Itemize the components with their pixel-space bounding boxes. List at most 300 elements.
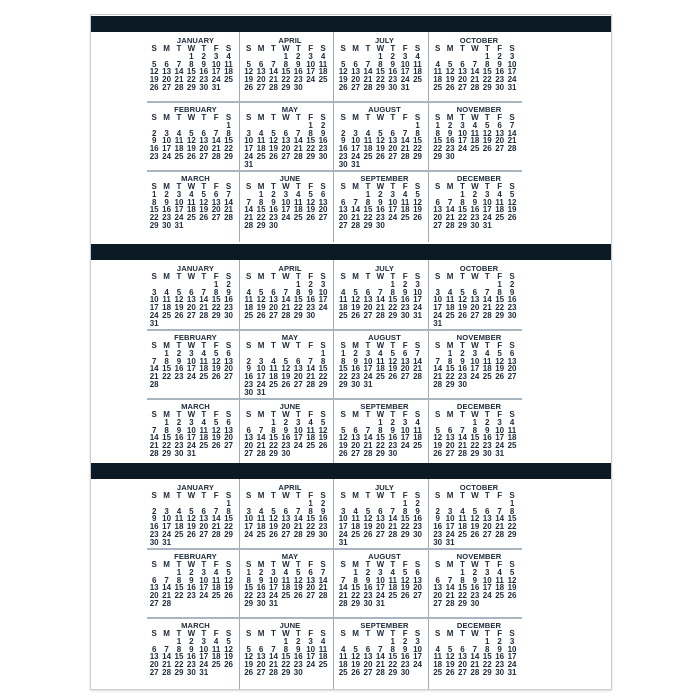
day-number: 21 <box>293 522 303 532</box>
day-number: 19 <box>338 441 348 451</box>
day-number: 21 <box>174 75 184 85</box>
day-number: 5 <box>390 348 395 358</box>
day-number: 19 <box>186 522 196 532</box>
day-number: 13 <box>388 136 398 146</box>
day-number: 5 <box>460 287 465 297</box>
day-number: 8 <box>151 197 157 207</box>
day-number: 3 <box>246 128 251 138</box>
day-number: 13 <box>351 433 361 443</box>
day-grid <box>243 183 334 230</box>
weekday-label: M <box>163 182 170 191</box>
day-number: 2 <box>226 279 231 289</box>
day-number: 25 <box>375 372 385 382</box>
day-number: 27 <box>482 529 492 539</box>
day-number: 21 <box>470 660 480 670</box>
day-number: 23 <box>318 522 328 532</box>
weekday-label: S <box>435 491 441 500</box>
day-number: 24 <box>318 303 328 313</box>
day-number: 15 <box>256 205 266 215</box>
day-number: 18 <box>400 205 410 215</box>
day-number: 17 <box>281 205 291 215</box>
day-number: 17 <box>363 364 373 374</box>
day-grid <box>432 342 523 389</box>
day-number: 14 <box>211 514 221 524</box>
weekday-label: F <box>308 410 314 419</box>
day-number: 15 <box>458 205 467 215</box>
day-number: 6 <box>460 59 465 69</box>
weekday-label: W <box>376 113 385 122</box>
day-number: 8 <box>497 287 502 297</box>
day-number: 18 <box>351 522 361 532</box>
day-number: 28 <box>495 529 505 539</box>
day-number: 23 <box>293 660 303 670</box>
day-number: 2 <box>472 189 478 199</box>
day-number: 28 <box>482 310 492 320</box>
day-number: 22 <box>306 144 316 154</box>
weekday-label: W <box>471 629 479 638</box>
day-number: 24 <box>507 75 517 85</box>
weekday-label: F <box>402 272 408 281</box>
day-number: 2 <box>472 567 478 577</box>
month-title: AUGUST <box>368 105 401 114</box>
month-title: MARCH <box>181 402 210 411</box>
day-number: 15 <box>224 514 233 524</box>
day-number: 15 <box>400 514 410 524</box>
day-number: 7 <box>164 575 169 585</box>
year-calendar <box>91 16 611 244</box>
weekday-label: W <box>376 491 385 500</box>
day-number: 20 <box>507 364 517 374</box>
day-number: 24 <box>400 441 410 451</box>
day-number: 11 <box>458 514 467 524</box>
day-number: 7 <box>509 120 515 130</box>
day-number: 2 <box>402 636 408 646</box>
day-number: 14 <box>375 652 385 662</box>
day-number: 8 <box>176 644 182 654</box>
day-number: 3 <box>164 128 169 138</box>
weekday-label: S <box>509 272 515 281</box>
day-number: 12 <box>174 295 184 305</box>
day-number: 19 <box>388 364 398 374</box>
day-number: 2 <box>271 189 276 199</box>
weekday-label: W <box>282 491 290 500</box>
day-number: 16 <box>318 136 328 146</box>
day-number: 6 <box>447 425 453 435</box>
day-number: 7 <box>308 356 313 366</box>
day-number: 24 <box>363 372 373 382</box>
weekday-label: W <box>376 560 385 569</box>
day-number: 24 <box>495 441 505 451</box>
weekday-label: T <box>390 560 396 569</box>
weekday-label: W <box>282 113 290 122</box>
weekday-label: S <box>151 629 157 638</box>
day-number: 3 <box>402 51 408 61</box>
day-number: 5 <box>283 356 289 366</box>
day-number: 18 <box>256 144 266 154</box>
day-number: 10 <box>174 197 184 207</box>
day-number: 23 <box>224 303 233 313</box>
day-number: 16 <box>413 514 422 524</box>
weekday-label: T <box>176 44 182 53</box>
month-march <box>146 398 239 467</box>
day-number: 31 <box>495 448 505 458</box>
day-number: 1 <box>378 51 383 61</box>
month-title: AUGUST <box>368 333 401 342</box>
day-number: 1 <box>402 498 408 508</box>
day-number: 17 <box>293 433 303 443</box>
weekday-label: F <box>402 629 408 638</box>
day-number: 29 <box>318 379 328 389</box>
day-number: 4 <box>320 51 326 61</box>
day-number: 20 <box>445 441 455 451</box>
day-number: 11 <box>174 136 184 146</box>
day-number: 21 <box>211 522 221 532</box>
day-number: 14 <box>445 583 455 593</box>
day-number: 25 <box>306 441 316 451</box>
day-number: 26 <box>149 82 159 92</box>
weekday-label: T <box>365 491 371 500</box>
day-number: 16 <box>269 205 278 215</box>
day-number: 13 <box>470 295 480 305</box>
day-number: 1 <box>283 636 289 646</box>
day-number: 19 <box>281 372 291 382</box>
weekday-label: M <box>257 410 265 419</box>
day-number: 3 <box>151 287 157 297</box>
day-number: 20 <box>363 303 373 313</box>
weekday-label: W <box>187 182 196 191</box>
day-number: 21 <box>363 441 373 451</box>
day-number: 12 <box>338 433 348 443</box>
day-number: 23 <box>445 144 455 154</box>
day-number: 14 <box>211 136 221 146</box>
day-number: 30 <box>281 448 291 458</box>
day-number: 5 <box>497 348 502 358</box>
day-number: 18 <box>507 433 517 443</box>
weekday-label: S <box>340 272 346 281</box>
weekday-label: S <box>509 491 515 500</box>
day-grid <box>148 273 239 328</box>
day-number: 27 <box>363 667 373 677</box>
weekday-label: T <box>271 341 276 350</box>
day-number: 24 <box>244 151 254 161</box>
month-january <box>146 479 239 548</box>
day-number: 13 <box>363 652 373 662</box>
weekday-label: S <box>225 272 232 281</box>
day-number: 13 <box>244 433 254 443</box>
month-august <box>335 329 428 398</box>
day-number: 18 <box>495 205 505 215</box>
day-number: 11 <box>338 652 348 662</box>
weekday-label: F <box>402 113 408 122</box>
month-january <box>146 32 239 101</box>
day-number: 24 <box>433 310 443 320</box>
day-number: 31 <box>507 82 517 92</box>
day-number: 11 <box>433 67 442 77</box>
weekday-label: S <box>246 341 252 350</box>
day-number: 16 <box>400 652 410 662</box>
day-number: 27 <box>363 310 373 320</box>
day-number: 18 <box>174 144 184 154</box>
weekday-label: F <box>497 44 503 53</box>
day-number: 3 <box>390 189 395 199</box>
day-number: 23 <box>413 522 422 532</box>
day-number: 21 <box>400 144 410 154</box>
day-number: 28 <box>256 448 266 458</box>
day-number: 3 <box>509 51 515 61</box>
day-number: 9 <box>402 644 408 654</box>
day-number: 12 <box>281 364 291 374</box>
weekday-label: M <box>352 182 359 191</box>
day-grid <box>243 342 334 397</box>
day-number: 13 <box>281 136 291 146</box>
weekday-label: S <box>320 182 326 191</box>
weekday-label: T <box>295 44 301 53</box>
day-number: 4 <box>246 287 251 297</box>
day-number: 28 <box>363 448 373 458</box>
weekday-label: T <box>484 272 490 281</box>
month-title: NOVEMBER <box>456 552 502 561</box>
day-number: 27 <box>211 213 221 223</box>
day-number: 28 <box>338 598 348 608</box>
weekday-label: S <box>225 113 232 122</box>
day-number: 11 <box>306 425 315 435</box>
day-number: 29 <box>224 151 233 161</box>
day-number: 25 <box>318 75 328 85</box>
day-number: 8 <box>226 506 231 516</box>
day-number: 14 <box>351 205 361 215</box>
day-number: 19 <box>445 660 455 670</box>
weekday-label: W <box>376 410 385 419</box>
day-number: 25 <box>388 591 398 601</box>
day-number: 9 <box>365 575 371 585</box>
day-number: 14 <box>338 583 348 593</box>
day-number: 28 <box>162 667 172 677</box>
day-number: 17 <box>256 372 266 382</box>
month-april <box>241 479 334 548</box>
day-number: 24 <box>211 75 221 85</box>
day-number: 17 <box>445 522 455 532</box>
weekday-label: T <box>390 272 396 281</box>
day-number: 8 <box>308 506 313 516</box>
day-number: 26 <box>186 529 196 539</box>
day-number: 8 <box>378 59 383 69</box>
weekday-label: S <box>320 272 326 281</box>
day-number: 2 <box>176 348 182 358</box>
day-number: 31 <box>375 598 385 608</box>
months-grid <box>147 32 522 242</box>
day-number: 2 <box>201 51 206 61</box>
day-grid <box>243 45 334 92</box>
day-number: 22 <box>269 441 278 451</box>
day-number: 29 <box>482 82 492 92</box>
day-number: 16 <box>470 583 480 593</box>
day-number: 17 <box>413 295 422 305</box>
day-number: 18 <box>162 303 172 313</box>
day-number: 30 <box>445 151 455 161</box>
day-grid <box>148 630 239 677</box>
day-number: 10 <box>306 644 316 654</box>
day-number: 28 <box>413 372 422 382</box>
day-number: 3 <box>201 636 206 646</box>
day-number: 2 <box>189 636 194 646</box>
day-number: 9 <box>497 59 502 69</box>
month-title: APRIL <box>278 36 302 45</box>
weekday-label: S <box>414 113 421 122</box>
day-number: 21 <box>293 144 303 154</box>
day-number: 18 <box>224 67 233 77</box>
day-number: 14 <box>256 433 266 443</box>
weekday-label: F <box>213 629 219 638</box>
day-grid <box>148 342 239 389</box>
day-number: 7 <box>151 425 157 435</box>
day-number: 20 <box>351 75 361 85</box>
month-september <box>335 398 428 467</box>
day-number: 25 <box>482 372 492 382</box>
weekday-label: S <box>151 341 157 350</box>
day-number: 22 <box>162 372 172 382</box>
day-number: 9 <box>509 287 515 297</box>
weekday-label: T <box>295 272 301 281</box>
weekday-label: S <box>435 113 441 122</box>
day-number: 26 <box>445 82 455 92</box>
day-number: 24 <box>482 591 492 601</box>
month-title: OCTOBER <box>459 36 499 45</box>
day-number: 22 <box>174 660 184 670</box>
day-number: 15 <box>482 652 492 662</box>
day-number: 16 <box>174 364 184 374</box>
day-number: 27 <box>375 529 385 539</box>
day-number: 15 <box>375 433 385 443</box>
day-number: 9 <box>226 287 231 297</box>
day-number: 30 <box>149 537 159 547</box>
day-number: 4 <box>390 567 395 577</box>
day-number: 16 <box>363 583 373 593</box>
day-number: 2 <box>320 120 326 130</box>
month-october <box>430 260 523 329</box>
day-number: 20 <box>388 144 398 154</box>
day-number: 23 <box>470 213 480 223</box>
month-june <box>241 398 334 467</box>
day-number: 2 <box>509 279 515 289</box>
day-number: 4 <box>460 506 465 516</box>
weekday-label: S <box>414 182 421 191</box>
day-number: 9 <box>308 287 313 297</box>
day-number: 14 <box>507 128 517 138</box>
day-number: 7 <box>213 506 219 516</box>
weekday-label: F <box>402 341 408 350</box>
weekday-label: F <box>213 44 219 53</box>
day-number: 12 <box>211 356 221 366</box>
month-title: APRIL <box>278 483 302 492</box>
day-number: 22 <box>433 144 443 154</box>
day-number: 1 <box>271 417 276 427</box>
weekday-label: S <box>246 491 252 500</box>
weekday-label: T <box>390 182 396 191</box>
day-number: 8 <box>353 575 358 585</box>
day-number: 5 <box>509 189 515 199</box>
day-number: 7 <box>213 128 219 138</box>
day-number: 11 <box>256 136 266 146</box>
day-number: 8 <box>365 197 371 207</box>
day-number: 3 <box>308 51 313 61</box>
weekday-label: W <box>187 560 196 569</box>
day-number: 10 <box>400 425 410 435</box>
weekday-label: W <box>187 491 196 500</box>
day-number: 1 <box>296 279 301 289</box>
day-number: 12 <box>413 197 422 207</box>
day-number: 20 <box>433 591 443 601</box>
weekday-label: F <box>308 341 314 350</box>
day-number: 2 <box>340 128 346 138</box>
day-number: 26 <box>224 660 233 670</box>
day-number: 22 <box>256 213 266 223</box>
day-number: 11 <box>294 197 303 207</box>
day-number: 11 <box>162 295 171 305</box>
day-number: 26 <box>400 591 410 601</box>
day-number: 10 <box>256 364 266 374</box>
day-number: 20 <box>224 364 233 374</box>
weekday-label: W <box>187 113 196 122</box>
day-number: 8 <box>447 356 453 366</box>
day-number: 30 <box>470 598 480 608</box>
day-number: 23 <box>470 591 480 601</box>
month-title: JANUARY <box>176 264 215 273</box>
day-number: 31 <box>174 220 184 230</box>
weekday-label: W <box>471 113 479 122</box>
day-number: 7 <box>365 59 371 69</box>
day-number: 8 <box>296 287 301 297</box>
weekday-label: T <box>201 560 207 569</box>
day-number: 15 <box>293 295 303 305</box>
day-number: 14 <box>363 433 373 443</box>
day-number: 22 <box>149 213 159 223</box>
day-number: 16 <box>388 433 398 443</box>
day-number: 10 <box>363 356 373 366</box>
day-number: 18 <box>306 433 316 443</box>
day-number: 20 <box>318 205 328 215</box>
day-number: 29 <box>413 151 422 161</box>
day-number: 30 <box>400 667 410 677</box>
day-number: 27 <box>186 310 196 320</box>
day-number: 25 <box>162 310 172 320</box>
day-number: 27 <box>224 441 233 451</box>
day-number: 13 <box>256 652 266 662</box>
day-number: 30 <box>495 667 505 677</box>
day-number: 11 <box>199 425 208 435</box>
day-number: 21 <box>495 522 505 532</box>
weekday-label: S <box>340 341 346 350</box>
day-number: 19 <box>211 364 221 374</box>
day-number: 2 <box>296 636 301 646</box>
day-number: 4 <box>340 644 346 654</box>
day-number: 18 <box>495 583 505 593</box>
day-number: 20 <box>470 303 480 313</box>
day-number: 6 <box>271 287 276 297</box>
day-number: 4 <box>258 128 264 138</box>
day-number: 17 <box>375 583 385 593</box>
day-number: 6 <box>201 506 206 516</box>
day-number: 5 <box>201 189 206 199</box>
weekday-label: W <box>282 560 290 569</box>
day-number: 6 <box>435 575 440 585</box>
day-number: 1 <box>226 120 231 130</box>
day-grid <box>148 411 239 458</box>
day-number: 29 <box>306 151 316 161</box>
month-december <box>430 170 523 239</box>
weekday-label: T <box>390 629 396 638</box>
day-number: 5 <box>402 567 408 577</box>
weekday-label: T <box>271 491 276 500</box>
